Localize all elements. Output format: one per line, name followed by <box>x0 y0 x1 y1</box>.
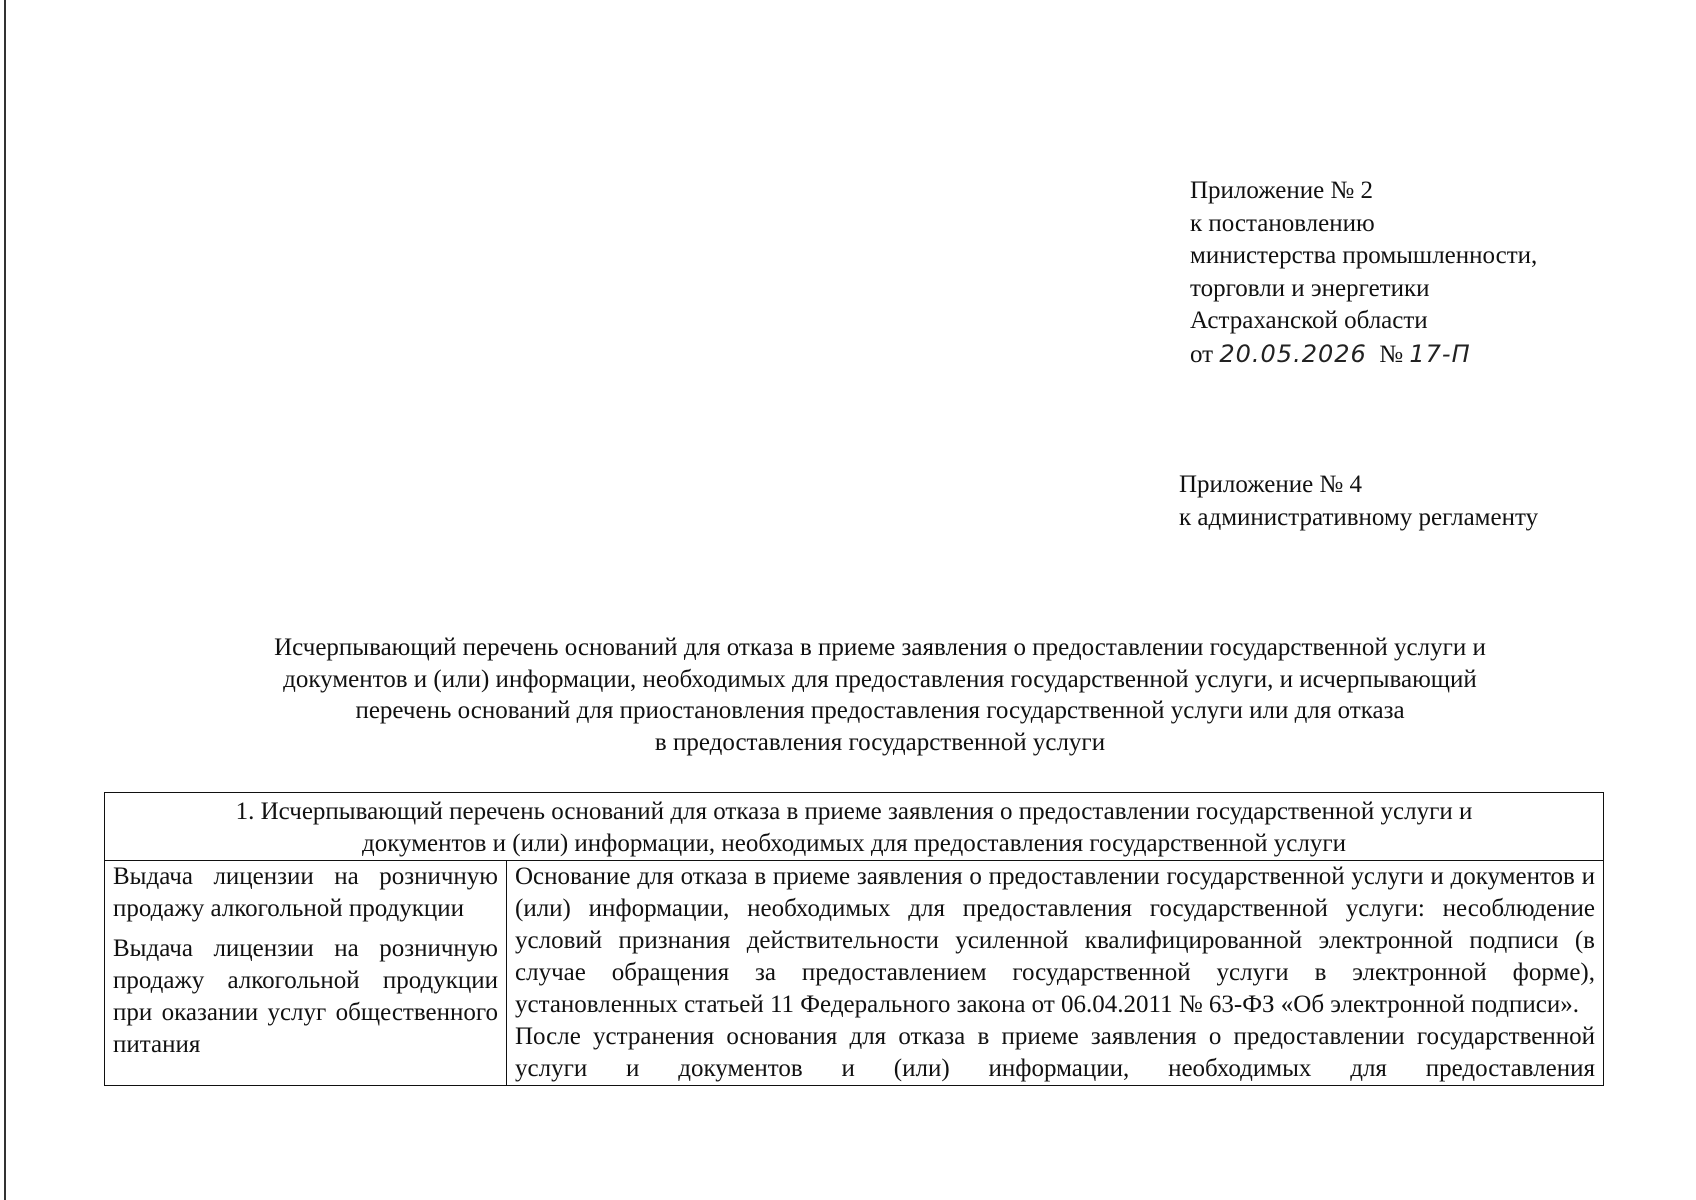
table-row <box>105 861 1604 1086</box>
title-line: Исчерпывающий перечень оснований для отказа в приеме заявления о предоставлении государственной услуги и <box>274 634 1486 661</box>
grounds-paragraph: Основание для отказа в приеме заявления о предоставлении государственной услуги и документов и (или) информации, необходимых для предоставления государственной услуги: несоблюдение условий признания действительности усиленной квалифицированной электронной подписи (в случае обращения за предоставлением государственной услуги в электронной форме), установленных статьей 11 Федерального закона от 06.04.2011 № 63-ФЗ «Об электронной подписи». <box>515 863 1595 1018</box>
appendix-2-line: торговли и энергетики <box>1190 274 1430 302</box>
section-1-line: документов и (или) информации, необходимых для предоставления государственной услуги <box>362 830 1346 857</box>
services-cell <box>105 861 507 1086</box>
table-section-row <box>105 793 1604 861</box>
appendix-4-title: Приложение № 4 <box>1179 471 1363 498</box>
section-1-header <box>105 793 1604 861</box>
appendix-2-header <box>1190 175 1537 371</box>
appendix-2-date-line <box>1190 338 1537 372</box>
service-name: Выдача лицензии на розничную продажу алкогольной продукции <box>113 863 498 922</box>
grounds-table <box>104 792 1604 1086</box>
title-line: перечень оснований для приостановления предоставления государственной услуги или для отказа <box>355 697 1405 724</box>
after-removal-paragraph: После устранения основания для отказа в приеме заявления о предоставлении государственной услуги и документов и (или) информации, необходимых для предоставления <box>515 1023 1595 1082</box>
appendix-4-header <box>1179 469 1538 534</box>
appendix-4-line: к административному регламенту <box>1179 503 1539 531</box>
number-prefix: № <box>1379 340 1404 368</box>
page-edge-line <box>4 0 6 1200</box>
service-name: Выдача лицензии на розничную продажу алкогольной продукции при оказании услуг общественного питания <box>113 935 498 1058</box>
title-line: документов и (или) информации, необходимых для предоставления государственной услуги, и исчерпывающий <box>283 665 1477 693</box>
section-1-line: 1. Исчерпывающий перечень оснований для отказа в приеме заявления о предоставлении государственной услуги и <box>235 798 1473 825</box>
document-title <box>150 632 1610 758</box>
appendix-2-title: Приложение № 2 <box>1190 177 1374 204</box>
appendix-2-line: к постановлению <box>1190 209 1375 237</box>
appendix-2-line: министерства промышленности, <box>1190 242 1538 269</box>
date-prefix: от <box>1190 340 1214 368</box>
title-line: в предоставления государственной услуги <box>654 728 1106 756</box>
handwritten-number: 17-П <box>1409 339 1471 368</box>
appendix-2-line: Астраханской области <box>1190 307 1428 334</box>
grounds-cell <box>507 861 1604 1086</box>
handwritten-date: 20.05.2026 <box>1219 339 1367 368</box>
